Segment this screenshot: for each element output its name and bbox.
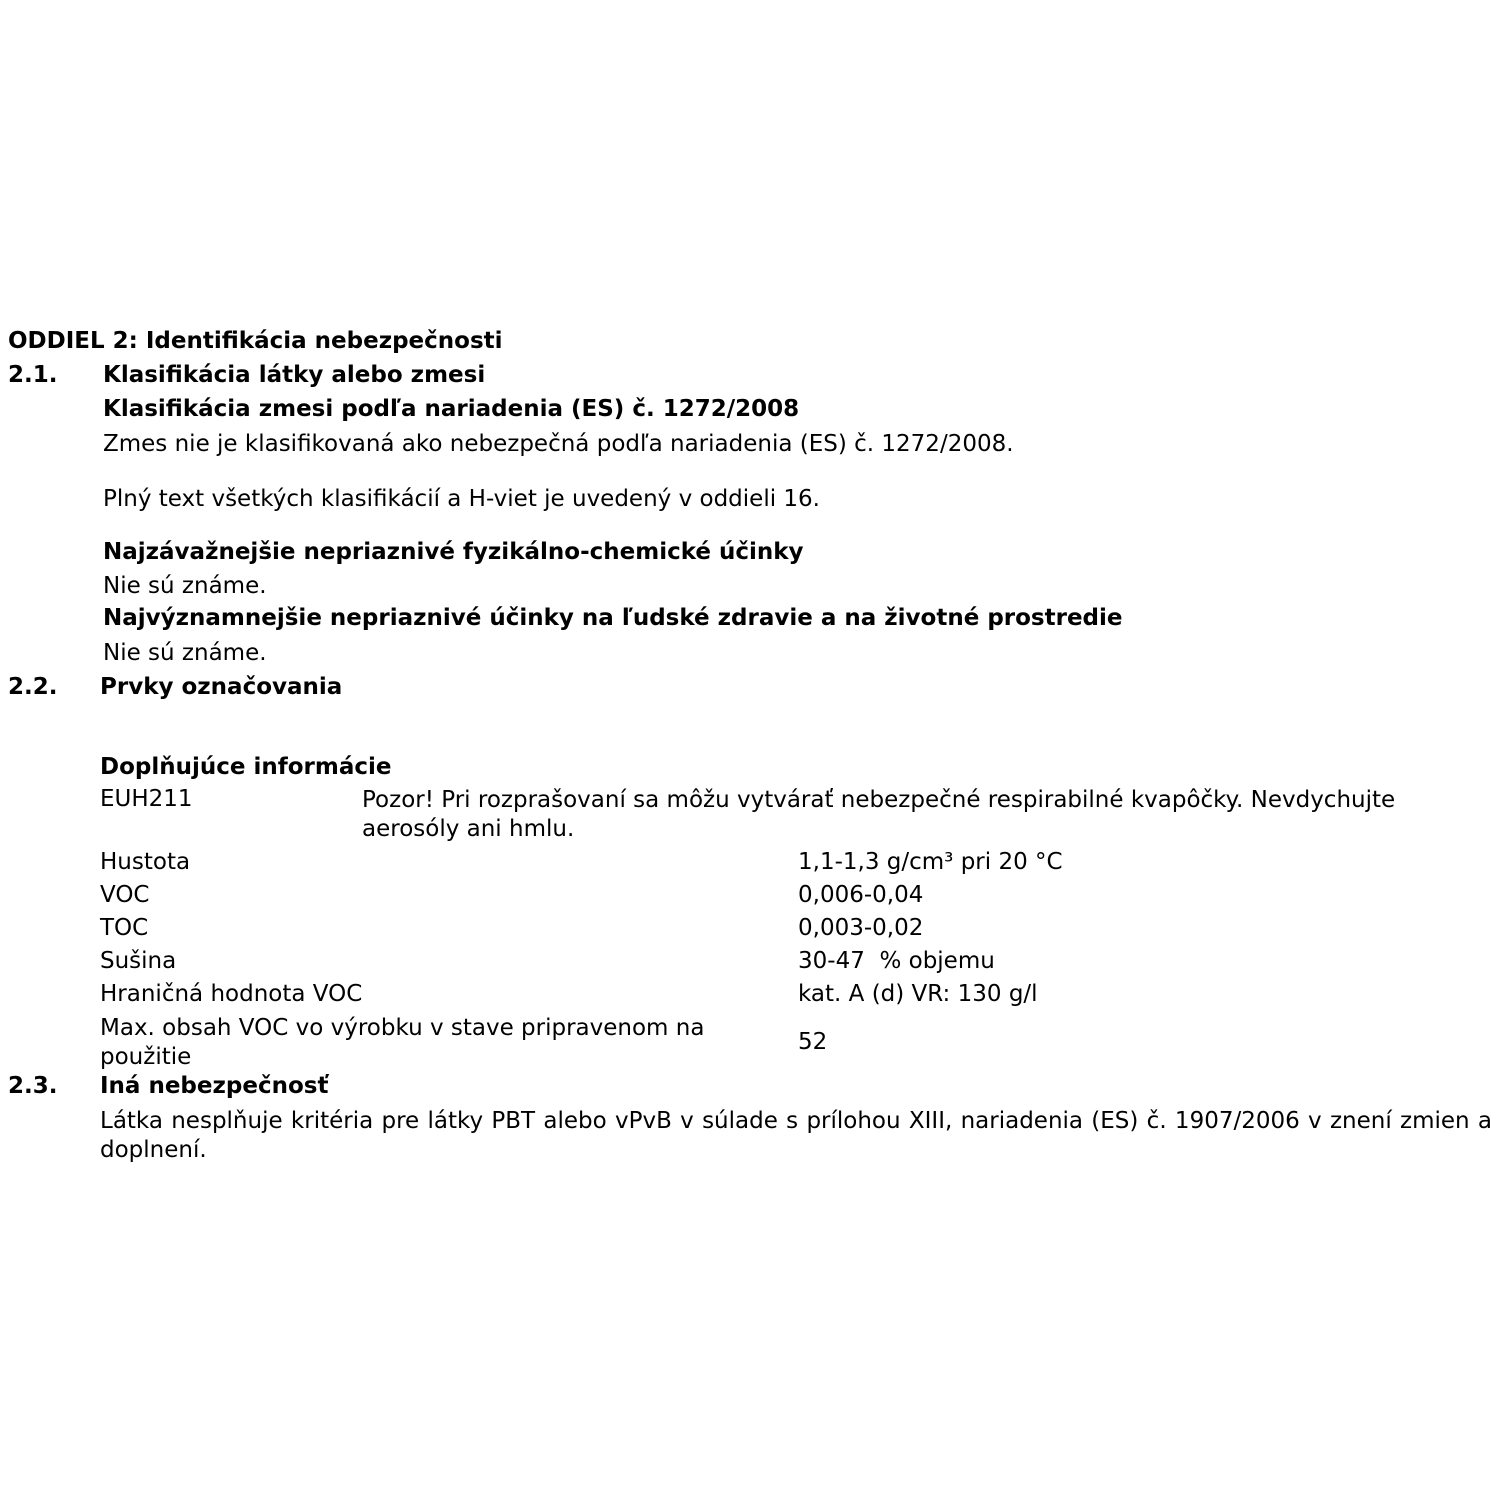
property-label: Hraničná hodnota VOC — [100, 981, 363, 1007]
section-number-2-2: 2.2. — [8, 674, 58, 700]
health-heading: Najvýznamnejšie nepriaznivé účinky na ľudské zdravie a na životné prostredie — [103, 605, 1123, 631]
physchem-text: Nie sú známe. — [103, 573, 267, 599]
section-2-3-title: Iná nebezpečnosť — [100, 1073, 329, 1099]
property-label: TOC — [100, 915, 149, 941]
supplementary-heading: Doplňujúce informácie — [100, 754, 392, 780]
property-value: 1,1-1,3 g/cm³ pri 20 °C — [798, 849, 1063, 875]
property-value: 0,006-0,04 — [798, 882, 924, 908]
classification-text: Zmes nie je klasifikovaná ako nebezpečná podľa nariadenia (ES) č. 1272/2008. — [103, 431, 1014, 457]
euh-code: EUH211 — [100, 786, 193, 812]
property-label: Sušina — [100, 948, 177, 974]
health-text: Nie sú známe. — [103, 640, 267, 666]
property-label: Max. obsah VOC vo výrobku v stave pripravenom na použitie — [100, 1015, 705, 1070]
property-label: Hustota — [100, 849, 191, 875]
section-2-1-title: Klasifikácia látky alebo zmesi — [103, 362, 486, 388]
euh-text: Pozor! Pri rozprašovaní sa môžu vytvárať nebezpečné respirabilné kvapôčky. Nevdychujte aerosóly ani hmlu. — [362, 787, 1396, 842]
section-2-2-title: Prvky označovania — [100, 674, 343, 700]
property-value: 0,003-0,02 — [798, 915, 924, 941]
property-value: kat. A (d) VR: 130 g/l — [798, 981, 1038, 1007]
property-value: 52 — [798, 1029, 828, 1055]
section-number-2-3: 2.3. — [8, 1073, 58, 1099]
classification-subtitle: Klasifikácia zmesi podľa nariadenia (ES) č. 1272/2008 — [103, 396, 800, 422]
property-label: VOC — [100, 882, 150, 908]
other-hazards-text: Látka nesplňuje kritéria pre látky PBT alebo vPvB v súlade s prílohou XIII, nariadenia (ES) č. 1907/2006 v znení zmien a doplnení. — [100, 1108, 1492, 1163]
section-title: ODDIEL 2: Identifikácia nebezpečnosti — [8, 328, 503, 354]
section-number-2-1: 2.1. — [8, 362, 58, 388]
fulltext-note: Plný text všetkých klasifikácií a H-viet je uvedený v oddieli 16. — [103, 486, 820, 512]
property-value: 30-47 % objemu — [798, 948, 995, 974]
physchem-heading: Najzávažnejšie nepriaznivé fyzikálno-chemické účinky — [103, 539, 804, 565]
